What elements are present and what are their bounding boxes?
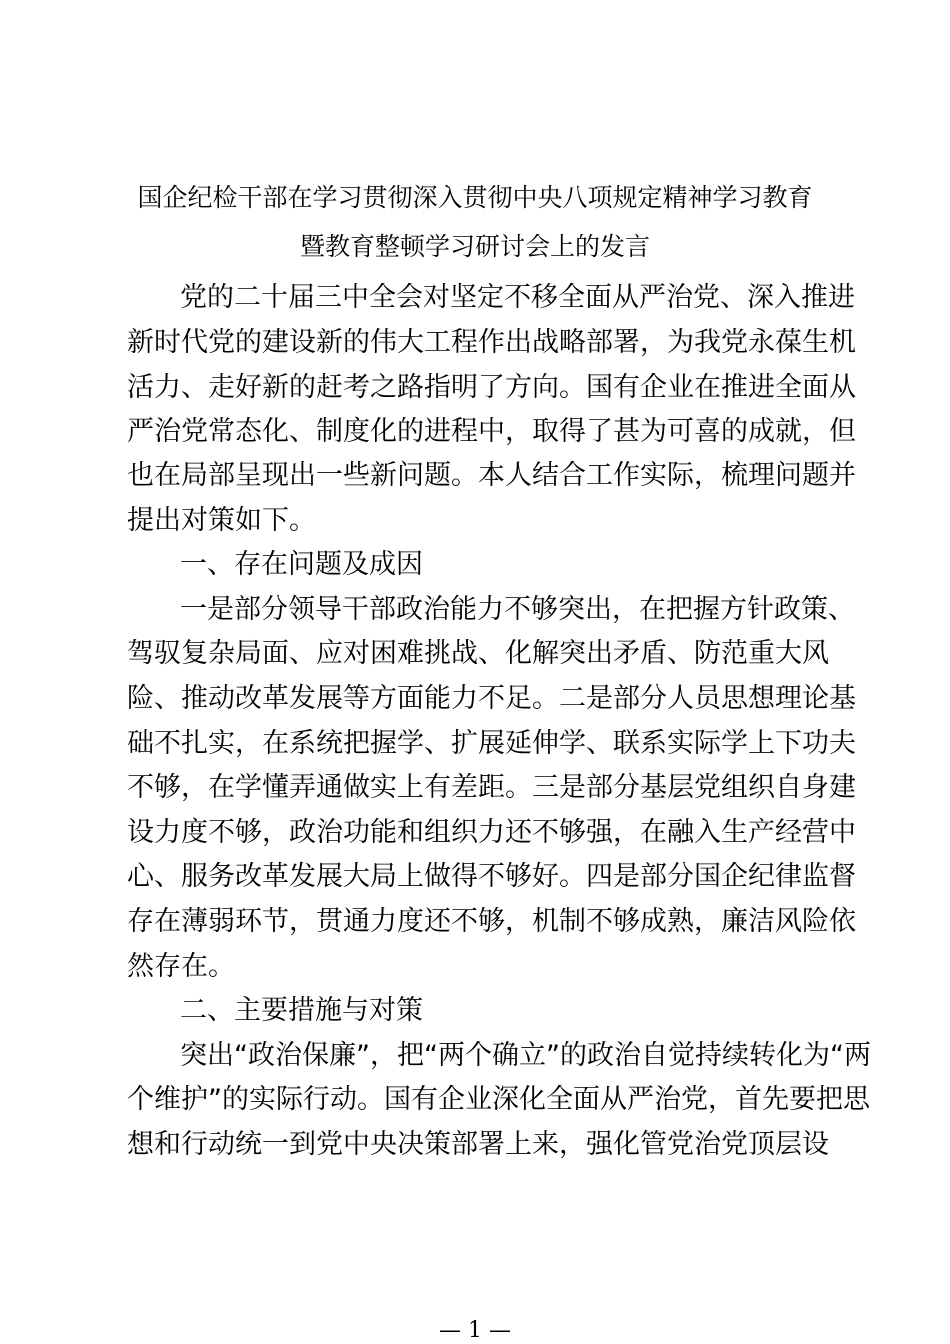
paragraph-line: 突出“政治保廉”，把“两个确立”的政治自觉持续转化为“两 — [180, 1040, 871, 1071]
section-heading-1: 一、存在问题及成因 — [180, 549, 423, 580]
page-number: — 1 — — [439, 1318, 511, 1343]
paragraph-line: 严治党常态化、制度化的进程中，取得了甚为可喜的成就，但 — [127, 416, 856, 447]
section-heading-2: 二、主要措施与对策 — [180, 995, 423, 1026]
document-title-line-1: 国企纪检干部在学习贯彻深入贯彻中央八项规定精神学习教育 — [137, 183, 813, 212]
paragraph-line: 心、服务改革发展大局上做得不够好。四是部分国企纪律监督 — [127, 861, 856, 892]
paragraph-line: 一是部分领导干部政治能力不够突出，在把握方针政策、 — [180, 594, 855, 625]
paragraph-line: 存在薄弱环节，贯通力度还不够，机制不够成熟，廉洁风险依 — [127, 906, 856, 937]
document-title-line-2: 暨教育整顿学习研讨会上的发言 — [299, 232, 650, 261]
paragraph-line: 设力度不够，政治功能和组织力还不够强，在融入生产经营中 — [127, 817, 856, 848]
paragraph-line: 不够，在学懂弄通做实上有差距。三是部分基层党组织自身建 — [127, 772, 856, 803]
paragraph-line: 新时代党的建设新的伟大工程作出战略部署，为我党永葆生机 — [127, 327, 856, 358]
paragraph-line: 提出对策如下。 — [127, 505, 316, 536]
paragraph-line: 然存在。 — [127, 951, 235, 982]
paragraph-line: 活力、走好新的赶考之路指明了方向。国有企业在推进全面从 — [127, 372, 856, 403]
paragraph-line: 个维护”的实际行动。国有企业深化全面从严治党，首先要把思 — [127, 1084, 870, 1115]
paragraph-line: 也在局部呈现出一些新问题。本人结合工作实际，梳理问题并 — [127, 460, 856, 491]
paragraph-line: 党的二十届三中全会对坚定不移全面从严治党、深入推进 — [180, 282, 855, 313]
paragraph-line: 驾驭复杂局面、应对困难挑战、化解突出矛盾、防范重大风 — [127, 638, 829, 669]
paragraph-line: 险、推动改革发展等方面能力不足。二是部分人员思想理论基 — [127, 683, 856, 714]
paragraph-line: 础不扎实，在系统把握学、扩展延伸学、联系实际学上下功夫 — [127, 728, 856, 759]
paragraph-line: 想和行动统一到党中央决策部署上来，强化管党治党顶层设 — [127, 1129, 829, 1160]
